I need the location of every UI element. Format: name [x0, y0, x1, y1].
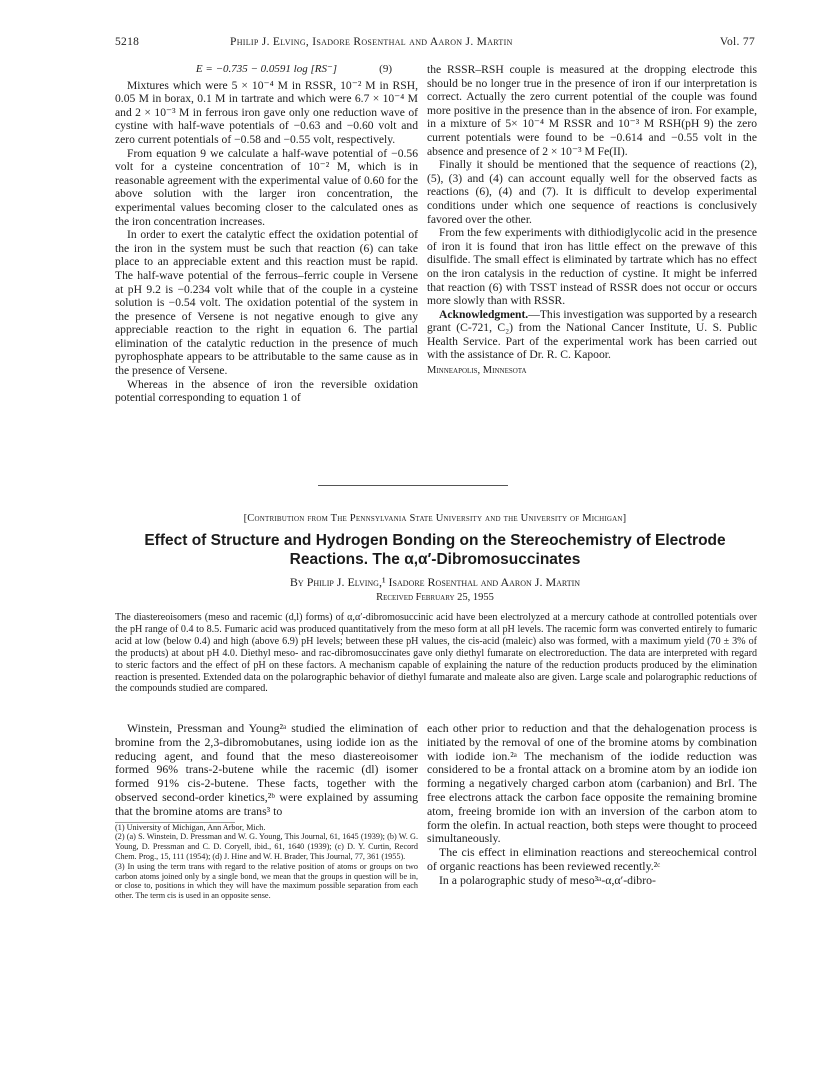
received-date: Received February 25, 1955 — [376, 592, 494, 603]
paragraph: From the few experiments with dithiodiglycolic acid in the presence of iron it is found that iron has little effect on the prewave of this disulfide. The small effect is eliminated by tartrate which has no effect on the iron catalysis in the reduction of cystine. It might be inferred that reaction (6) with TSST instead of RSSR does not occur or occurs more slowly than with RSSR. — [427, 226, 757, 308]
affiliation-place: Minneapolis, Minnesota — [427, 365, 527, 377]
byline: By Philip J. Elving,¹ Isadore Rosenthal and Aaron J. Martin — [289, 575, 581, 589]
equation-number: (9) — [379, 63, 392, 75]
footnote-3: (3) In using the term trans with regard to the relative position of atoms or groups on two carbon atoms joined only by a single bond, we mean that the groups in question will be in, or close to, positions in which they will have the maximum possible separation from each other. The term cis is used in an opposite sense. — [115, 861, 418, 901]
title-line-1: Effect of Structure and Hydrogen Bonding on the Stereochemistry of Electrode — [144, 532, 726, 549]
right-column-bottom — [427, 722, 757, 888]
paragraph: Mixtures which were 5 × 10⁻⁴ M in RSSR, 10⁻² M in RSH, 0.05 M in borax, 0.1 M in tartrate and which were 6.7 × 10⁻⁴ M and 2 × 10⁻³ M in ferrous iron gave only one reduction wave of cystine with half-wave potentials of −0.63 and −0.60 volt and zero current potentials of −0.58 and −0.55 volt, respectively. — [115, 78, 418, 146]
abstract: The diastereoisomers (meso and racemic (d,l) forms) of α,α′-dibromosuccinic acid have been electrolyzed at a mercury cathode at controlled potentials over the pH range of 0.4 to 8.5. Fumaric acid was produced quantitatively from the meso form at all pH levels. The racemic form was converted entirely to fumaric acid at low (below 0.4) and high (above 6.9) pH levels; between these pH values, the cis-acid (maleic) also was formed, with a maximum yield (70 ± 3% of the products) at about pH 4.0. Diethyl meso- and rac-dibromosuccinates gave only diethyl fumarate on electroreduction. The data are interpreted with regard to steric factors and the effect of pH on these factors. A mechanism capable of explaining the nature of the reduction products produced by the elimination reaction is presented. Extended data on the polarographic behavior of diethyl fumarate and maleate also are given. Large scale and polarographic reductions of the compounds studied are compared. — [115, 612, 757, 695]
running-authors: Philip J. Elving, Isadore Rosenthal and Aaron J. Martin — [230, 36, 513, 48]
paragraph: From equation 9 we calculate a half-wave potential of −0.56 volt for a cysteine concentration of 10⁻² M, which is in reasonable agreement with the experimental value of 0.60 for the above solution with the larger iron concentration, the experimental values becoming closer to the calculated ones as the iron concentration increases. — [115, 146, 418, 228]
acknowledgment — [427, 308, 757, 362]
right-column-top — [427, 63, 757, 378]
paragraph: In order to exert the catalytic effect the oxidation potential of the iron in the system must be such that reaction (6) can take place to an appreciable extent and this reaction must be rapid. The half-wave potential of the ferrous–ferric couple in Versene at pH 9.2 is −0.234 volt while that of the couple in a cysteine solution is −0.54 volt. The oxidation potential of the system in the presence of Versene is not negative enough to give any appreciable reaction to the right in equation 6. The partial elimination of the catalytic reduction in the presence of much pyrophosphate appears to be attributable to the same cause as in the presence of Versene. — [115, 228, 418, 378]
article-title — [115, 531, 755, 569]
left-column-bottom — [115, 722, 418, 901]
equation-9 — [115, 63, 418, 77]
paragraph: Whereas in the absence of iron the reversible oxidation potential corresponding to equation 1 of — [115, 377, 418, 405]
page-number: 5218 — [115, 36, 140, 48]
footnote-1: (1) University of Michigan, Ann Arbor, Mich. — [115, 822, 266, 832]
paragraph: each other prior to reduction and that the dehalogenation process is initiated by the removal of one of the bromine atoms by combination with iodide ion.²ᵃ The mechanism of the iodide reduction was considered to be a frontal attack on a bromine atom by an iodide ion forming a negatively charged carbon atom (carbanion) and BrI. The free electrons attack the carbon face opposite the remaining bromine atom, freeing bromide ion with an inversion of the carbon atom to form the olefin. In actual reaction, both steps were thought to proceed simultaneously. — [427, 721, 757, 846]
left-column-top — [115, 63, 418, 405]
volume-label: Vol. 77 — [719, 36, 755, 48]
contribution-line: [Contribution from The Pennsylvania State University and the University of Michigan] — [243, 513, 627, 524]
paragraph: Finally it should be mentioned that the sequence of reactions (2), (5), (3) and (4) can account equally well for the observed facts as reactions (6), (4) and (7). It is difficult to develop experimental conditions under which one sequence of reactions is conclusively favored over the other. — [427, 158, 757, 226]
paragraph: Winstein, Pressman and Young²ᵃ studied the elimination of bromine from the 2,3-dibromobutanes, using iodide ion as the reducing agent, and found that the meso diastereoisomer formed 96% trans-2-butene while the racemic (dl) isomer formed 91% cis-2-butene. These facts, together with the observed second-order kinetics,²ᵇ were explained by assuming that the bromine atoms are trans³ to — [115, 721, 418, 818]
acknowledgment-text: —This investigation was supported by a research grant (C-721, C₂) from the National Cancer Institute, U. S. Public Health Service. Part of the experimental work has been carried out with the assistance of Dr. R. C. Kapoor. — [427, 307, 757, 362]
paragraph: the RSSR–RSH couple is measured at the dropping electrode this should be no longer true in the presence of iron if our interpretation is correct. Actually the zero current potential of the couple was found more positive in the presence than in the absence of iron. For example, in a mixture of 5× 10⁻⁴ M RSSR and 10⁻³ M RSH(pH 9) the zero current potentials were found to be −0.614 and −0.55 volt in the absence and presence of 2 × 10⁻³ M Fe(II). — [427, 63, 757, 158]
paragraph: The cis effect in elimination reactions and stereochemical control of organic reactions has been reviewed recently.²ᶜ — [427, 845, 757, 873]
paragraph: In a polarographic study of meso³ᵃ-α,α′-dibro- — [439, 872, 656, 887]
equation-text: E = −0.735 − 0.0591 log [RS⁻] — [195, 63, 338, 75]
title-line-2: Reactions. The α,α′-Dibromosuccinates — [289, 551, 581, 568]
section-divider — [318, 485, 508, 486]
footnote-2: (2) (a) S. Winstein, D. Pressman and W. G. Young, This Journal, 61, 1645 (1939); (b) W. G. Young, D. Pressman and C. D. Coryell, ibid., 61, 1640 (1939); (c) D. Y. Curtin, Record Chem. Prog., 15, 111 (1954); (d) J. Hine and W. H. Brader, This Journal, 77, 361 (1955). — [115, 832, 418, 861]
acknowledgment-label: Acknowledgment. — [439, 307, 529, 321]
